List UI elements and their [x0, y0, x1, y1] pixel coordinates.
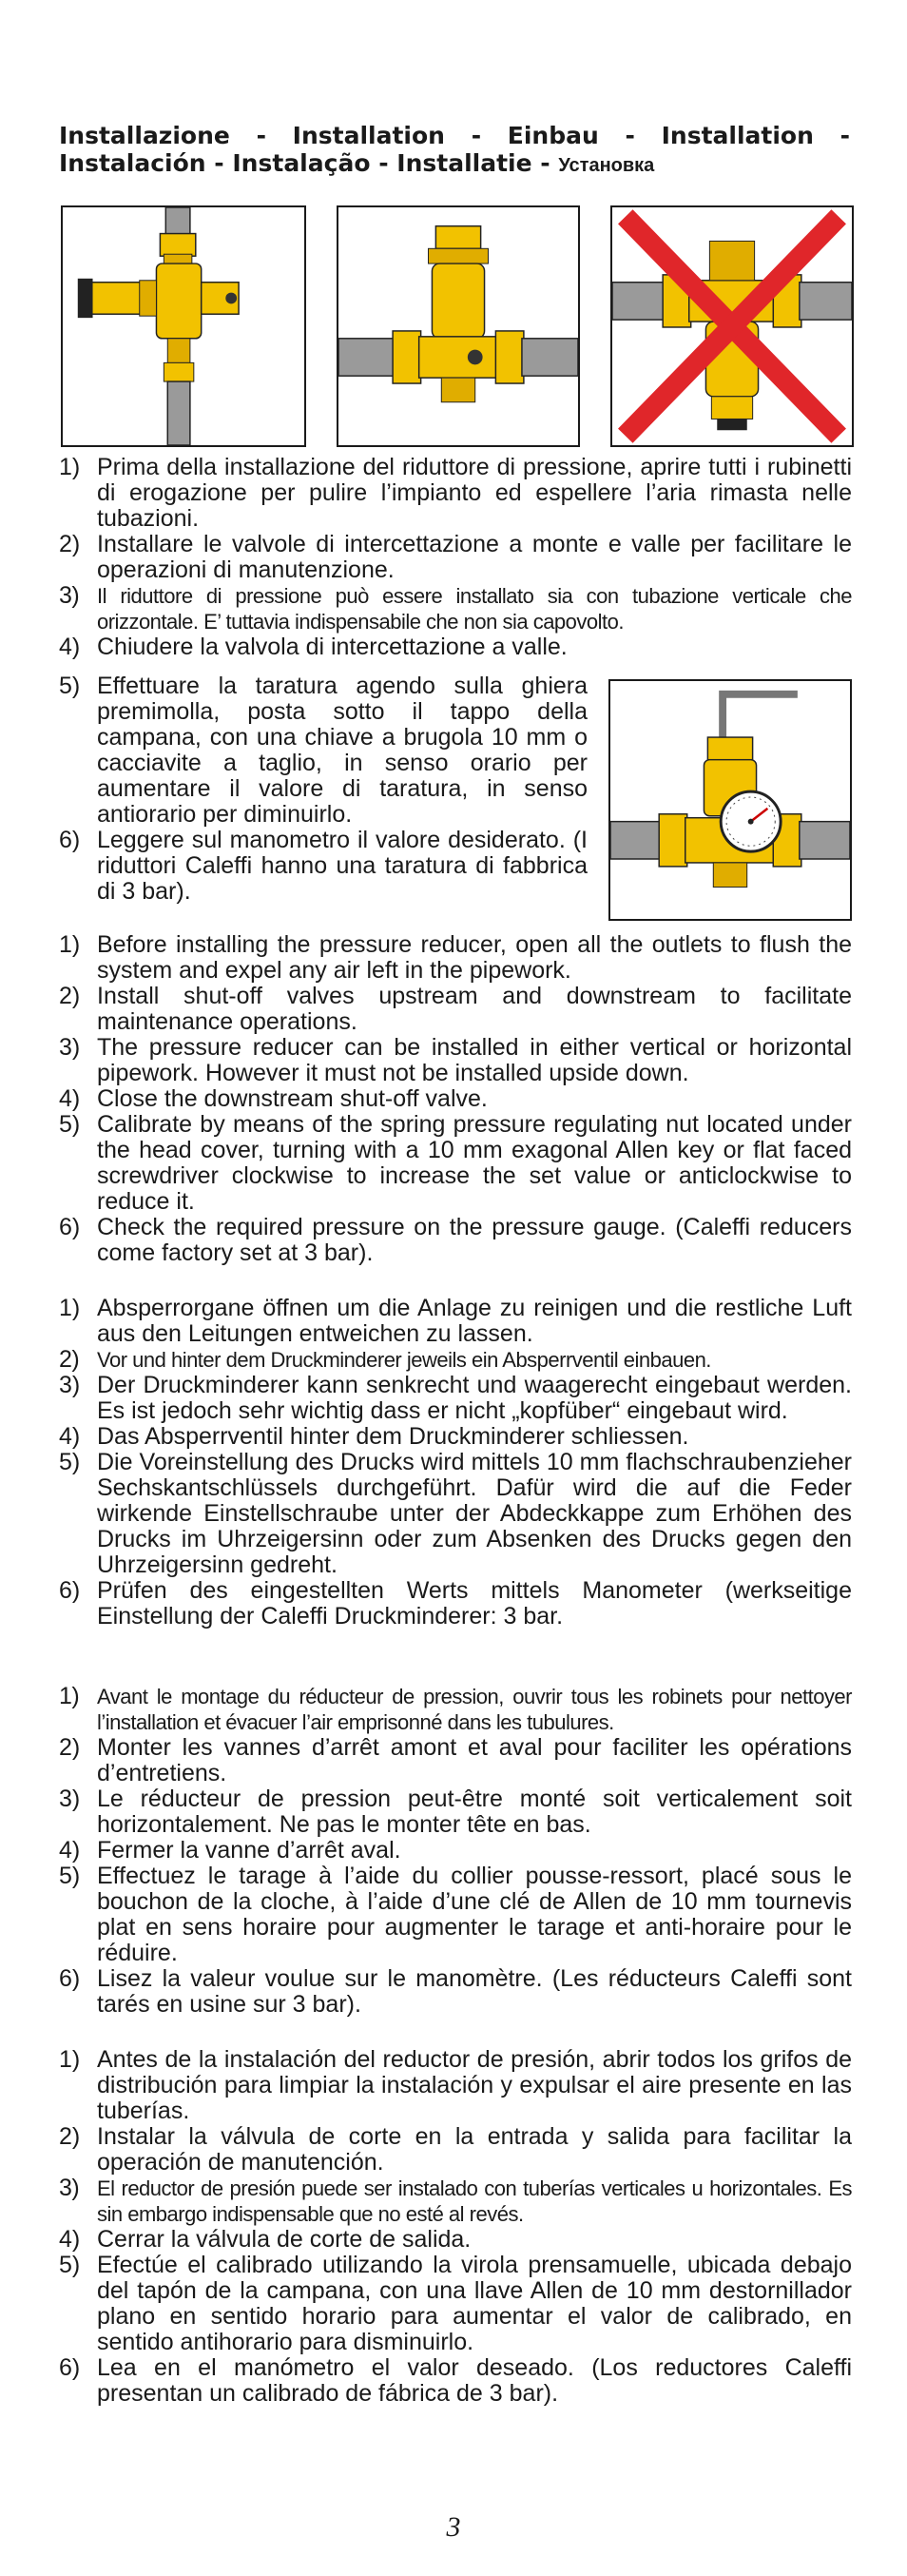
figure-gauge-calibration [608, 679, 852, 921]
list-item: 4) Close the downstream shut-off valve. [59, 1085, 488, 1112]
list-item: 3) Il riduttore di pressione può essere installato sia con tubazione verticale che orizzontale. E’ tuttavia indispensabile che non sia capovolto. [59, 582, 852, 634]
list-item: 1) Before installing the pressure reducer, open all the outlets to flush the system and expel any air left in the pipework. [59, 931, 852, 984]
list-item: 2) Vor und hinter dem Druckminderer jeweils ein Absperrventil einbauen. [59, 1346, 711, 1373]
section-italian-continued [59, 673, 588, 905]
list-item: 2) Instalar la válvula de corte en la entrada y salida para facilitar la operación de manutención. [59, 2123, 852, 2176]
list-item: 2) Monter les vannes d’arrêt amont et aval pour faciliter les opérations d’entretiens. [59, 1734, 852, 1786]
spanish-steps [59, 2047, 852, 2407]
list-item: 6) Check the required pressure on the pressure gauge. (Caleffi reducers come factory set at 3 bar). [59, 1214, 852, 1266]
list-item: 1) Prima della installazione del riduttore di pressione, aprire tutti i rubinetti di erogazione per pulire l’impianto ed espellere l’aria rimasta nelle tubazioni. [59, 454, 852, 532]
figure-upside-down-not-allowed [610, 205, 854, 447]
list-item: 5) Calibrate by means of the spring pressure regulating nut located under the head cover, turning with a 10 mm exagonal Allen key or flat faced screwdriver clockwise to increase the set value or anticlockwise to reduce it. [59, 1111, 852, 1215]
list-item: 6) Lisez la valeur voulue sur le manomètre. (Les réducteurs Caleffi sont tarés en usine sur 3 bar). [59, 1965, 852, 2018]
list-item: 3) The pressure reducer can be installed in either vertical or horizontal pipework. However it must not be installed upside down. [59, 1034, 852, 1086]
italian-steps-continued [59, 673, 588, 905]
list-item: 5) Effectuez le tarage à l’aide du collier pousse-ressort, placé sous le bouchon de la cloche, à l’aide d’une clé de Allen de 10 mm tournevis plat en sens horaire pour augmenter le tarage et anti-horaire pour le réduire. [59, 1863, 852, 1966]
list-item: 1) Avant le montage du réducteur de pression, ouvrir tous les robinets pour nettoyer l’installation et évacuer l’air emprisonné dans les tubulures. [59, 1683, 852, 1734]
valve-horizontal-illustration [338, 207, 578, 445]
list-item: 3) Der Druckminderer kann senkrecht und waagerecht eingebaut werden. Es ist jedoch sehr wichtig dass er nicht „kopfüber“ eingebaut wird. [59, 1372, 852, 1424]
section-german [59, 1296, 852, 1630]
section-french [59, 1684, 852, 2018]
list-item: 4) Das Absperrventil hinter dem Druckminderer schliessen. [59, 1423, 689, 1450]
figure-horizontal-installation [337, 205, 580, 447]
valve-gauge-illustration [610, 681, 850, 919]
page-number: 3 [446, 2511, 461, 2543]
heading-line-1: Installazione - Installation - Einbau - Installation - [59, 122, 850, 149]
list-item: 6) Leggere sul manometro il valore desiderato. (I riduttori Caleffi hanno una taratura di fabbrica di 3 bar). [59, 827, 588, 905]
page-heading [59, 122, 850, 180]
figure-vertical-installation [61, 205, 306, 447]
italian-steps [59, 455, 852, 660]
list-item: 3) El reductor de presión puede ser instalado con tuberías verticales u horizontales. Es sin embargo indispensable que no esté al revés. [59, 2175, 852, 2226]
list-item: 4) Fermer la vanne d’arrêt aval. [59, 1837, 401, 1864]
valve-vertical-illustration [63, 207, 304, 445]
list-item: 5) Effettuare la taratura agendo sulla ghiera premimolla, posta sotto il tappo della campana, con una chiave a brugola 10 mm o cacciavite a taglio, in senso orario per aumentare il valore di taratura, in senso antiorario per diminuirlo. [59, 673, 588, 828]
french-steps [59, 1684, 852, 2018]
list-item: 5) Efectúe el calibrado utilizando la virola prensamuelle, ubicada debajo del tapón de la campana, con una llave Allen de 10 mm destornillador plano en sentido horario para aumentar el valor de calibrado, en sentido antihorario para disminuirlo. [59, 2252, 852, 2355]
heading-russian: Установка [558, 155, 655, 176]
list-item: 3) Le réducteur de pression peut-être monté soit verticalement soit horizontalement. Ne pas le monter tête en bas. [59, 1786, 852, 1838]
list-item: 2) Installare le valvole di intercettazione a monte e valle per facilitare le operazioni di manutenzione. [59, 531, 852, 583]
list-item: 6) Prüfen des eingestellten Werts mittels Manometer (werkseitige Einstellung der Caleffi Druckminderer: 3 bar. [59, 1577, 852, 1630]
list-item: 5) Die Voreinstellung des Drucks wird mittels 10 mm flachschraubenzieher Sechskantschlüssels durchgeführt. Dafür wird die auf die Feder wirkende Einstellschraube unter der Abdeckkappe zum Erhöhen des Drucks im Uhrzeigersinn oder zum Absenken des Drucks gegen den Uhrzeigersinn gedreht. [59, 1449, 852, 1578]
english-steps [59, 932, 852, 1266]
list-item: 6) Lea en el manómetro el valor deseado. (Los reductores Caleffi presentan un calibrado de fábrica de 3 bar). [59, 2354, 852, 2407]
german-steps [59, 1296, 852, 1630]
valve-upside-down-illustration [612, 207, 852, 445]
heading-line-2: Instalación - Instalação - Installatie - Установка [59, 149, 655, 177]
list-item: 1) Antes de la instalación del reductor de presión, abrir todos los grifos de distribución para limpiar la instalación y expulsar el aire presente en las tuberías. [59, 2046, 852, 2124]
list-item: 2) Install shut-off valves upstream and downstream to facilitate maintenance operations. [59, 983, 852, 1035]
list-item: 1) Absperrorgane öffnen um die Anlage zu reinigen und die restliche Luft aus den Leitungen entweichen zu lassen. [59, 1295, 852, 1347]
allen-key [723, 694, 798, 737]
section-english [59, 932, 852, 1266]
list-item: 4) Cerrar la válvula de corte de salida. [59, 2226, 472, 2253]
section-spanish [59, 2047, 852, 2407]
list-item: 4) Chiudere la valvola di intercettazione a valle. [59, 634, 568, 660]
section-italian [59, 455, 852, 660]
